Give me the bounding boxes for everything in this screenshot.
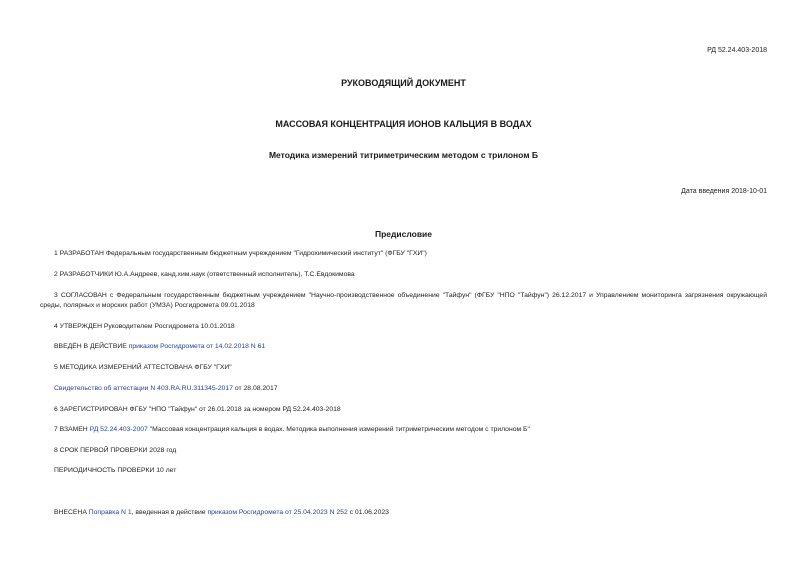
certificate-link[interactable]: Свидетельство об аттестации N 403.RA.RU.311345-2017 [54,385,233,392]
preface-item-approved: 4 УТВЕРЖДЕН Руководителем Росгидромета 10.01.2018 [54,323,235,330]
preface-item-certified: 5 МЕТОДИКА ИЗМЕРЕНИЙ АТТЕСТОВАНА ФГБУ "ГХИ" [54,364,232,371]
certificate-date: от 28.08.2017 [232,385,278,392]
document-type-title: РУКОВОДЯЩИЙ ДОКУМЕНТ [341,78,466,88]
amendment-link[interactable]: Поправка N 1 [88,509,132,516]
preface-item-enacted [54,342,767,352]
amendment-note [54,508,767,518]
replaced-document-link[interactable]: РД 52.24.403-2007 [89,426,148,433]
preface-item-agreed: 3 СОГЛАСОВАН с Федеральным государственным бюджетным учреждением "Научно-производственное объединение "Тайфун" (ФГБУ "НПО "Тайфун") 26.12.2017 и Управлением мониторинга загрязнения окружающей среды, полярных и морских работ (УМЗА) Росгидромета 09.01.2018 [40,292,767,309]
enacted-order-link[interactable]: приказом Росгидромета от 14.02.2018 N 61 [128,343,266,350]
main-title: МАССОВАЯ КОНЦЕНТРАЦИЯ ИОНОВ КАЛЬЦИЯ В ВОДАХ [275,119,532,129]
preface-item-developers: 2 РАЗРАБОТЧИКИ Ю.А.Андреев, канд.хим.наук (ответственный исполнитель), Т.С.Евдокимова [54,271,355,278]
amendment-mid: , введенная в действие [131,509,208,516]
enacted-prefix: ВВЕДЁН В ДЕЙСТВИЕ [54,343,129,350]
introduction-date: Дата введения 2018-10-01 [681,188,767,195]
amendment-order-link[interactable]: приказом Росгидромета от 25.04.2023 N 252 [207,509,348,516]
preface-item-first-review: 8 СРОК ПЕРВОЙ ПРОВЕРКИ 2028 год [54,447,177,454]
preface-item-developed: 1 РАЗРАБОТАН Федеральным государственным бюджетным учреждением "Гидрохимический институт" (ФГБУ "ГХИ") [54,250,427,257]
preface-item-replaces [54,425,767,435]
subtitle: Методика измерений титриметрическим методом с трилоном Б [268,150,539,160]
preface-item-certificate [54,384,767,394]
preface-item-registered: 6 ЗАРЕГИСТРИРОВАН ФГБУ "НПО "Тайфун" от 26.01.2018 за номером РД 52.24.403-2018 [54,406,341,413]
replaces-prefix: 7 ВЗАМЕН [54,426,90,433]
preface-heading: Предисловие [374,229,433,239]
document-code: РД 52.24.403-2018 [707,47,767,54]
amendment-prefix: ВНЕСЕНА [54,509,89,516]
amendment-suffix: с 01.06.2023 [347,509,389,516]
replaces-suffix: "Массовая концентрация кальция в водах. Методика выполнения измерений титриметрическим методом с трилоном Б" [147,426,530,433]
preface-item-review-period: ПЕРИОДИЧНОСТЬ ПРОВЕРКИ 10 лет [54,467,177,474]
